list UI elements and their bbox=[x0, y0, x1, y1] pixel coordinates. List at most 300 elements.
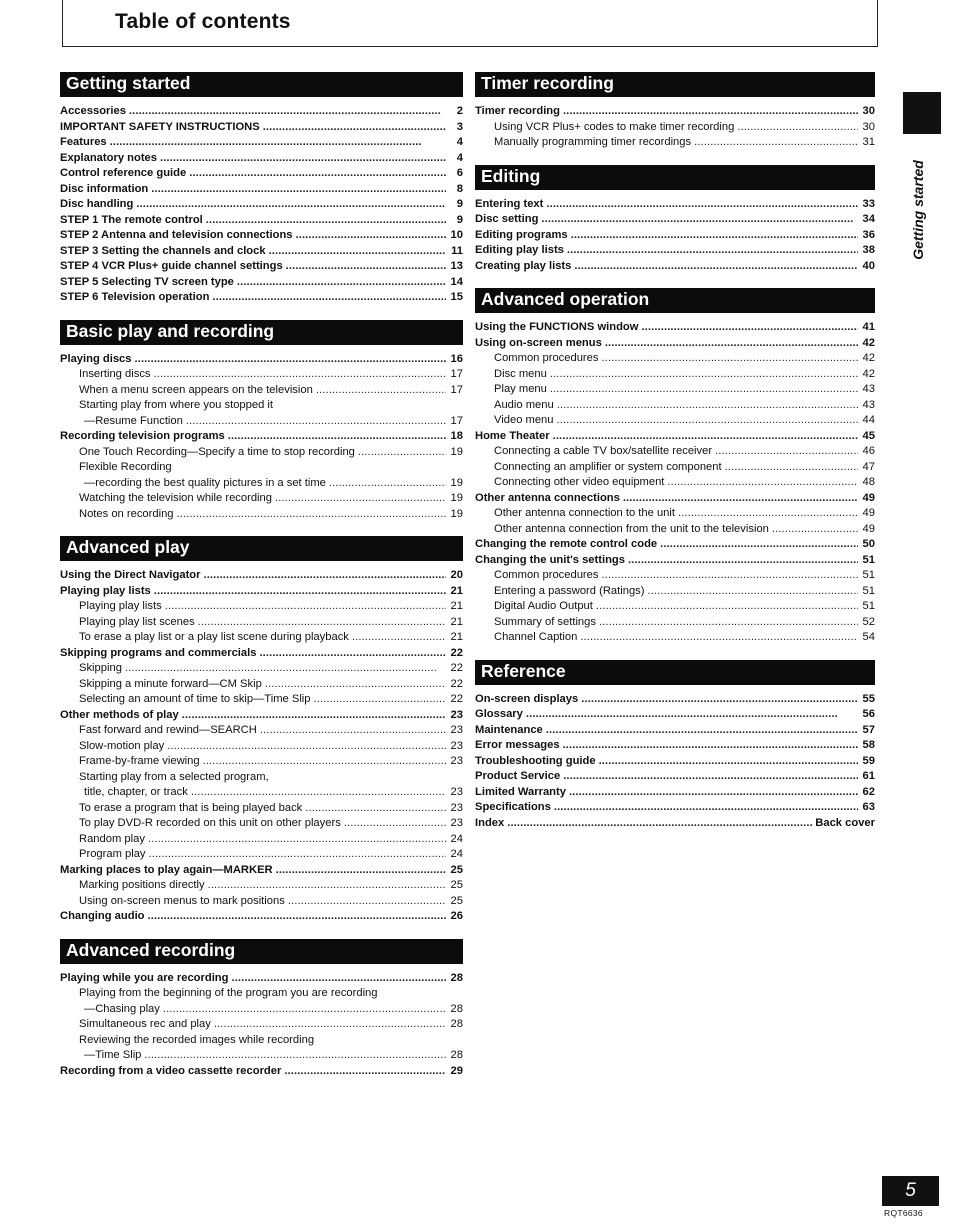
toc-entry-page: 28 bbox=[450, 971, 463, 984]
toc-entry[interactable] bbox=[475, 568, 875, 584]
dot-leader bbox=[191, 785, 446, 801]
toc-entry[interactable] bbox=[60, 708, 463, 724]
toc-entry-title: Frame-by-frame viewing bbox=[79, 755, 200, 767]
toc-entry[interactable] bbox=[60, 197, 463, 213]
toc-entry-page: 9 bbox=[456, 213, 463, 226]
toc-entry-title: STEP 2 Antenna and television connections bbox=[60, 229, 293, 241]
toc-entry-page: 36 bbox=[862, 228, 875, 241]
toc-entry-page: 42 bbox=[862, 336, 875, 349]
toc-entry[interactable] bbox=[60, 1064, 463, 1080]
toc-entry[interactable] bbox=[475, 754, 875, 770]
toc-entry-page: 23 bbox=[450, 724, 463, 736]
toc-entry-page: 24 bbox=[450, 832, 463, 845]
toc-entry[interactable] bbox=[475, 506, 875, 522]
dot-leader bbox=[154, 584, 446, 600]
toc-entry-page: 9 bbox=[456, 198, 463, 210]
toc-entry-title: Connecting an amplifier or system component bbox=[494, 460, 722, 473]
toc-entry-title: IMPORTANT SAFETY INSTRUCTIONS bbox=[60, 120, 260, 133]
toc-entry-title: On-screen displays bbox=[475, 692, 579, 705]
toc-entry[interactable] bbox=[475, 429, 875, 445]
toc-entry-title: Digital Audio Output bbox=[494, 600, 593, 612]
toc-entry-page: 61 bbox=[862, 770, 875, 782]
toc-entry-title: Accessories bbox=[60, 105, 126, 117]
section-heading bbox=[60, 320, 463, 345]
toc-entry[interactable] bbox=[475, 382, 875, 398]
toc-entry[interactable] bbox=[475, 584, 875, 600]
section-heading bbox=[475, 72, 875, 97]
toc-entry[interactable] bbox=[475, 800, 875, 816]
toc-entry-title: Recording television programs bbox=[60, 430, 225, 442]
dot-leader bbox=[231, 971, 446, 987]
dot-leader bbox=[601, 351, 858, 367]
dot-leader bbox=[275, 491, 446, 507]
toc-entry-title: Playing play lists bbox=[60, 584, 151, 597]
dot-leader bbox=[198, 615, 446, 631]
toc-entry-page: 21 bbox=[450, 631, 463, 643]
toc-entry-page: 52 bbox=[862, 615, 875, 628]
toc-entry[interactable] bbox=[475, 738, 875, 754]
toc-entry-page: 45 bbox=[862, 429, 875, 442]
section-heading bbox=[60, 939, 463, 964]
toc-entry[interactable] bbox=[60, 754, 463, 770]
toc-entry[interactable] bbox=[60, 971, 463, 987]
dot-leader bbox=[541, 212, 858, 228]
toc-entry[interactable] bbox=[60, 135, 463, 151]
toc-entry-title: —recording the best quality pictures in a set time bbox=[84, 476, 326, 489]
toc-entry-page: 17 bbox=[450, 368, 463, 380]
dot-leader bbox=[163, 1002, 446, 1018]
toc-entry[interactable] bbox=[60, 739, 463, 755]
dot-leader bbox=[694, 135, 858, 151]
toc-entry[interactable] bbox=[475, 785, 875, 801]
toc-entry-page: 8 bbox=[456, 182, 463, 195]
dot-leader bbox=[628, 553, 858, 569]
toc-entry-title: Glossary bbox=[475, 708, 523, 720]
toc-entry-title: Skipping bbox=[79, 662, 122, 674]
toc-entry[interactable] bbox=[475, 351, 875, 367]
toc-entry-title: —Resume Function bbox=[84, 414, 183, 427]
dot-leader bbox=[601, 568, 858, 584]
dot-leader bbox=[204, 568, 447, 584]
toc-entry-page: 23 bbox=[450, 801, 463, 814]
toc-entry[interactable] bbox=[475, 259, 875, 275]
section-heading bbox=[60, 72, 463, 97]
dot-leader bbox=[284, 1064, 446, 1080]
toc-entry-title: Common procedures bbox=[494, 352, 599, 364]
toc-entry-title: Other methods of play bbox=[60, 708, 179, 721]
chapter-tab-marker bbox=[903, 92, 941, 134]
toc-entry[interactable] bbox=[60, 507, 463, 523]
toc-entry-page: 31 bbox=[862, 136, 875, 148]
toc-entry[interactable] bbox=[60, 460, 463, 476]
dot-leader bbox=[154, 367, 446, 383]
toc-entry[interactable] bbox=[475, 599, 875, 615]
dot-leader bbox=[599, 615, 858, 631]
toc-entry-title: Random play bbox=[79, 832, 145, 845]
toc-entry-title: Starting play from a selected program, bbox=[79, 770, 269, 783]
dot-leader bbox=[177, 507, 446, 523]
toc-entry[interactable] bbox=[475, 460, 875, 476]
toc-entry[interactable] bbox=[60, 723, 463, 739]
toc-entry[interactable] bbox=[475, 336, 875, 352]
dot-leader bbox=[286, 259, 446, 275]
section-heading-text: Getting started bbox=[66, 73, 191, 93]
toc-entry-page: 23 bbox=[450, 708, 463, 721]
toc-entry-title: Channel Caption bbox=[494, 631, 578, 643]
toc-entry[interactable] bbox=[475, 816, 875, 832]
toc-entry[interactable] bbox=[60, 986, 463, 1002]
toc-entry-page: 54 bbox=[862, 631, 875, 643]
section-heading-text: Advanced play bbox=[66, 537, 190, 557]
toc-entry-page: 56 bbox=[862, 708, 875, 720]
toc-entry-title: Disc handling bbox=[60, 198, 134, 210]
toc-entry-title: Skipping programs and commercials bbox=[60, 646, 257, 659]
toc-entry-title: Marking places to play again—MARKER bbox=[60, 863, 273, 876]
toc-entry-title: STEP 1 The remote control bbox=[60, 213, 203, 226]
toc-entry-page: 15 bbox=[450, 291, 463, 303]
toc-entry-page: 51 bbox=[862, 553, 875, 566]
toc-entry-page: 6 bbox=[456, 167, 463, 179]
toc-entry-title: Disc menu bbox=[494, 367, 547, 380]
dot-leader bbox=[305, 801, 446, 817]
toc-entry-title: Changing audio bbox=[60, 910, 145, 922]
toc-entry[interactable] bbox=[475, 723, 875, 739]
toc-entry[interactable] bbox=[60, 476, 463, 492]
toc-entry-page: 62 bbox=[862, 785, 875, 798]
toc-entry-title: Video menu bbox=[494, 414, 554, 426]
dot-leader bbox=[186, 414, 446, 430]
dot-leader bbox=[725, 460, 858, 476]
dot-leader bbox=[148, 832, 446, 848]
toc-entry[interactable] bbox=[475, 537, 875, 553]
toc-entry-page: 20 bbox=[450, 569, 463, 581]
toc-entry-title: Control reference guide bbox=[60, 167, 187, 179]
dot-leader bbox=[237, 275, 446, 291]
dot-leader bbox=[678, 506, 858, 522]
toc-entry-title: Home Theater bbox=[475, 429, 550, 442]
dot-leader bbox=[160, 151, 446, 167]
toc-entry-page: 48 bbox=[862, 476, 875, 488]
toc-entry-page: 57 bbox=[862, 723, 875, 736]
toc-entry-page: 51 bbox=[862, 600, 875, 612]
toc-entry-title: Using the FUNCTIONS window bbox=[475, 321, 639, 333]
toc-entry-title: Manually programming timer recordings bbox=[494, 136, 692, 148]
toc-entry-page: 21 bbox=[450, 584, 463, 597]
toc-entry-page: 40 bbox=[862, 259, 875, 272]
toc-entry-page: 25 bbox=[450, 863, 463, 876]
toc-entry-page: 42 bbox=[862, 352, 875, 364]
toc-entry-page: 25 bbox=[450, 879, 463, 891]
toc-entry[interactable] bbox=[60, 120, 463, 136]
toc-entry[interactable] bbox=[60, 166, 463, 182]
dot-leader bbox=[605, 336, 858, 352]
toc-entry-title: Maintenance bbox=[475, 723, 543, 736]
dot-leader bbox=[344, 816, 446, 832]
toc-entry-title: Playing play list scenes bbox=[79, 615, 195, 628]
dot-leader bbox=[269, 244, 446, 260]
toc-entry-title: Other antenna connection from the unit to the television bbox=[494, 522, 769, 535]
toc-entry[interactable] bbox=[60, 259, 463, 275]
toc-entry-page: 19 bbox=[450, 507, 463, 520]
dot-leader bbox=[276, 863, 446, 879]
toc-entry[interactable] bbox=[60, 661, 463, 677]
toc-entry-page: 50 bbox=[862, 538, 875, 550]
side-chapter-label bbox=[888, 150, 948, 270]
toc-entry[interactable] bbox=[475, 367, 875, 383]
toc-entry-page: 19 bbox=[450, 445, 463, 458]
toc-entry[interactable] bbox=[60, 352, 463, 368]
toc-entry[interactable] bbox=[475, 120, 875, 136]
dot-leader bbox=[296, 228, 446, 244]
toc-entry[interactable] bbox=[475, 243, 875, 259]
toc-entry-title: Editing play lists bbox=[475, 244, 564, 256]
toc-entry-title: Notes on recording bbox=[79, 507, 174, 520]
toc-entry[interactable] bbox=[60, 1033, 463, 1049]
toc-entry[interactable] bbox=[475, 615, 875, 631]
toc-entry[interactable] bbox=[60, 182, 463, 198]
dot-leader bbox=[580, 630, 858, 646]
dot-leader bbox=[507, 816, 812, 832]
toc-entry-page: Back cover bbox=[815, 816, 875, 829]
toc-entry-title: Error messages bbox=[475, 739, 560, 751]
toc-entry-title: Using on-screen menus bbox=[475, 336, 602, 349]
dot-leader bbox=[228, 429, 446, 445]
dot-leader bbox=[596, 599, 858, 615]
dot-leader bbox=[110, 135, 446, 151]
toc-entry[interactable] bbox=[60, 615, 463, 631]
toc-entry[interactable] bbox=[60, 429, 463, 445]
toc-entry[interactable] bbox=[60, 228, 463, 244]
toc-entry[interactable] bbox=[60, 894, 463, 910]
toc-entry-title: Entering text bbox=[475, 197, 544, 210]
dot-leader bbox=[212, 290, 446, 306]
dot-leader bbox=[167, 739, 446, 755]
dot-leader bbox=[136, 197, 446, 213]
toc-entry-page: 41 bbox=[862, 321, 875, 333]
toc-entry[interactable] bbox=[60, 104, 463, 120]
toc-entry-page: 21 bbox=[450, 600, 463, 612]
toc-entry-page: 23 bbox=[450, 817, 463, 829]
toc-entry-page: 16 bbox=[450, 352, 463, 365]
toc-entry[interactable] bbox=[475, 707, 875, 723]
page-number: 5 bbox=[882, 1176, 939, 1206]
dot-leader bbox=[623, 491, 858, 507]
toc-entry[interactable] bbox=[60, 677, 463, 693]
toc-entry[interactable] bbox=[475, 475, 875, 491]
dot-leader bbox=[129, 104, 446, 120]
toc-entry-title: Recording from a video cassette recorder bbox=[60, 1064, 282, 1077]
dot-leader bbox=[563, 104, 858, 120]
section-editing bbox=[475, 165, 875, 275]
toc-entry-title: Connecting other video equipment bbox=[494, 476, 665, 488]
toc-entry[interactable] bbox=[475, 228, 875, 244]
toc-entry-title: Common procedures bbox=[494, 569, 599, 581]
section-heading-text: Reference bbox=[481, 660, 566, 681]
dot-leader bbox=[329, 476, 446, 492]
toc-entry[interactable] bbox=[475, 692, 875, 708]
toc-entry-title: Disc information bbox=[60, 182, 149, 195]
section-heading bbox=[475, 165, 875, 190]
toc-entry[interactable] bbox=[60, 630, 463, 646]
toc-entry[interactable] bbox=[60, 151, 463, 167]
dot-leader bbox=[550, 382, 858, 398]
toc-entry-page: 22 bbox=[450, 693, 463, 705]
toc-entry[interactable] bbox=[475, 769, 875, 785]
page-title: Table of contents bbox=[115, 10, 291, 33]
toc-entry-title: Reviewing the recorded images while recording bbox=[79, 1033, 315, 1046]
toc-entry[interactable] bbox=[60, 909, 463, 925]
toc-entry[interactable] bbox=[475, 135, 875, 151]
toc-entry-title: Playing while you are recording bbox=[60, 971, 229, 984]
toc-entry[interactable] bbox=[60, 816, 463, 832]
dot-leader bbox=[165, 599, 446, 615]
toc-entry-title: Using on-screen menus to mark positions bbox=[79, 894, 285, 907]
toc-entry-page: 47 bbox=[862, 460, 875, 473]
toc-entry[interactable] bbox=[60, 785, 463, 801]
toc-entry-title: To play DVD-R recorded on this unit on other players bbox=[79, 817, 341, 829]
toc-entry[interactable] bbox=[60, 584, 463, 600]
dot-leader bbox=[737, 120, 858, 136]
toc-entry[interactable] bbox=[60, 1002, 463, 1018]
toc-entry[interactable] bbox=[60, 244, 463, 260]
dot-leader bbox=[667, 475, 858, 491]
side-chapter-label-text: Getting started bbox=[910, 160, 926, 260]
dot-leader bbox=[125, 661, 446, 677]
toc-entry[interactable] bbox=[475, 522, 875, 538]
toc-entry[interactable] bbox=[60, 599, 463, 615]
dot-leader bbox=[641, 320, 858, 336]
section-basic-play-and-recording bbox=[60, 320, 463, 523]
toc-entry[interactable] bbox=[60, 863, 463, 879]
toc-entry[interactable] bbox=[475, 104, 875, 120]
toc-entry-title: To erase a play list or a play list scene during playback bbox=[79, 631, 349, 643]
section-heading-text: Advanced operation bbox=[481, 289, 650, 309]
toc-entry-page: 13 bbox=[450, 260, 463, 272]
toc-entry-page: 43 bbox=[862, 383, 875, 395]
toc-entry-title: Play menu bbox=[494, 383, 547, 395]
toc-entry[interactable] bbox=[60, 1017, 463, 1033]
toc-entry-page: 38 bbox=[862, 244, 875, 256]
title-box bbox=[62, 0, 878, 47]
toc-entry[interactable] bbox=[60, 491, 463, 507]
section-heading-text: Editing bbox=[481, 165, 541, 186]
toc-entry-title: —Time Slip bbox=[84, 1049, 142, 1061]
toc-entry[interactable] bbox=[475, 630, 875, 646]
toc-entry[interactable] bbox=[475, 320, 875, 336]
toc-entry[interactable] bbox=[60, 770, 463, 786]
toc-entry-title: Fast forward and rewind—SEARCH bbox=[79, 724, 257, 736]
toc-entry-page: 23 bbox=[450, 755, 463, 767]
toc-entry-title: —Chasing play bbox=[84, 1002, 160, 1015]
toc-entry-title: Other antenna connection to the unit bbox=[494, 507, 675, 519]
toc-entry-title: Program play bbox=[79, 848, 146, 860]
left-column bbox=[60, 72, 463, 1093]
toc-entry[interactable] bbox=[475, 197, 875, 213]
toc-entry[interactable] bbox=[60, 1048, 463, 1064]
toc-entry[interactable] bbox=[475, 413, 875, 429]
toc-entry-title: To erase a program that is being played back bbox=[79, 801, 303, 814]
toc-entry-page: 11 bbox=[451, 244, 463, 257]
section-getting-started bbox=[60, 72, 463, 306]
toc-entry[interactable] bbox=[475, 398, 875, 414]
dot-leader bbox=[715, 444, 858, 460]
toc-entry-page: 44 bbox=[862, 414, 875, 426]
toc-entry-title: Skipping a minute forward—CM Skip bbox=[79, 677, 262, 690]
section-advanced-play bbox=[60, 536, 463, 925]
toc-entry-title: Using the Direct Navigator bbox=[60, 569, 201, 581]
toc-entry[interactable] bbox=[60, 290, 463, 306]
toc-entry-page: 28 bbox=[450, 1002, 463, 1015]
dot-leader bbox=[563, 769, 858, 785]
toc-entry-title: Index bbox=[475, 816, 505, 829]
dot-leader bbox=[526, 707, 858, 723]
section-heading-text: Basic play and recording bbox=[66, 320, 275, 341]
toc-entry-page: 49 bbox=[862, 491, 875, 504]
section-heading bbox=[60, 536, 463, 561]
toc-entry-title: Marking positions directly bbox=[79, 879, 205, 891]
dot-leader bbox=[260, 723, 446, 739]
toc-entry-title: Limited Warranty bbox=[475, 785, 566, 798]
toc-entry[interactable] bbox=[60, 801, 463, 817]
dot-leader bbox=[189, 166, 446, 182]
toc-entry-page: 49 bbox=[862, 507, 875, 519]
toc-entry[interactable] bbox=[475, 491, 875, 507]
toc-entry[interactable] bbox=[60, 213, 463, 229]
toc-entry[interactable] bbox=[60, 275, 463, 291]
toc-entry-page: 30 bbox=[862, 120, 875, 133]
dot-leader bbox=[563, 738, 858, 754]
dot-leader bbox=[553, 429, 858, 445]
toc-entry-page: 22 bbox=[450, 677, 463, 690]
toc-entry-title: Slow-motion play bbox=[79, 739, 165, 752]
toc-entry-title: Audio menu bbox=[494, 398, 554, 411]
toc-entry[interactable] bbox=[60, 367, 463, 383]
toc-entry[interactable] bbox=[60, 847, 463, 863]
toc-entry[interactable] bbox=[60, 878, 463, 894]
toc-entry-title: Creating play lists bbox=[475, 259, 572, 272]
toc-entry-page: 34 bbox=[862, 213, 875, 225]
toc-entry-title: Summary of settings bbox=[494, 615, 596, 628]
toc-entry[interactable] bbox=[60, 646, 463, 662]
dot-leader bbox=[358, 445, 446, 461]
dot-leader bbox=[135, 352, 446, 368]
toc-entry[interactable] bbox=[60, 568, 463, 584]
dot-leader bbox=[288, 894, 446, 910]
toc-entry-page: 28 bbox=[450, 1049, 463, 1061]
toc-entry[interactable] bbox=[475, 212, 875, 228]
dot-leader bbox=[569, 785, 858, 801]
toc-entry[interactable] bbox=[475, 553, 875, 569]
toc-entry-title: STEP 3 Setting the channels and clock bbox=[60, 244, 266, 257]
toc-entry[interactable] bbox=[475, 444, 875, 460]
toc-entry[interactable] bbox=[60, 414, 463, 430]
dot-leader bbox=[203, 754, 446, 770]
dot-leader bbox=[206, 213, 446, 229]
toc-entry-page: 58 bbox=[862, 739, 875, 751]
dot-leader bbox=[148, 909, 446, 925]
toc-entry[interactable] bbox=[60, 832, 463, 848]
dot-leader bbox=[557, 413, 858, 429]
toc-entry-page: 4 bbox=[456, 151, 463, 164]
section-heading bbox=[475, 660, 875, 685]
toc-entry[interactable] bbox=[60, 692, 463, 708]
toc-entry-title: Playing discs bbox=[60, 352, 132, 365]
toc-entry[interactable] bbox=[60, 398, 463, 414]
toc-entry[interactable] bbox=[60, 383, 463, 399]
toc-entry-page: 18 bbox=[450, 430, 463, 442]
toc-entry[interactable] bbox=[60, 445, 463, 461]
dot-leader bbox=[182, 708, 446, 724]
